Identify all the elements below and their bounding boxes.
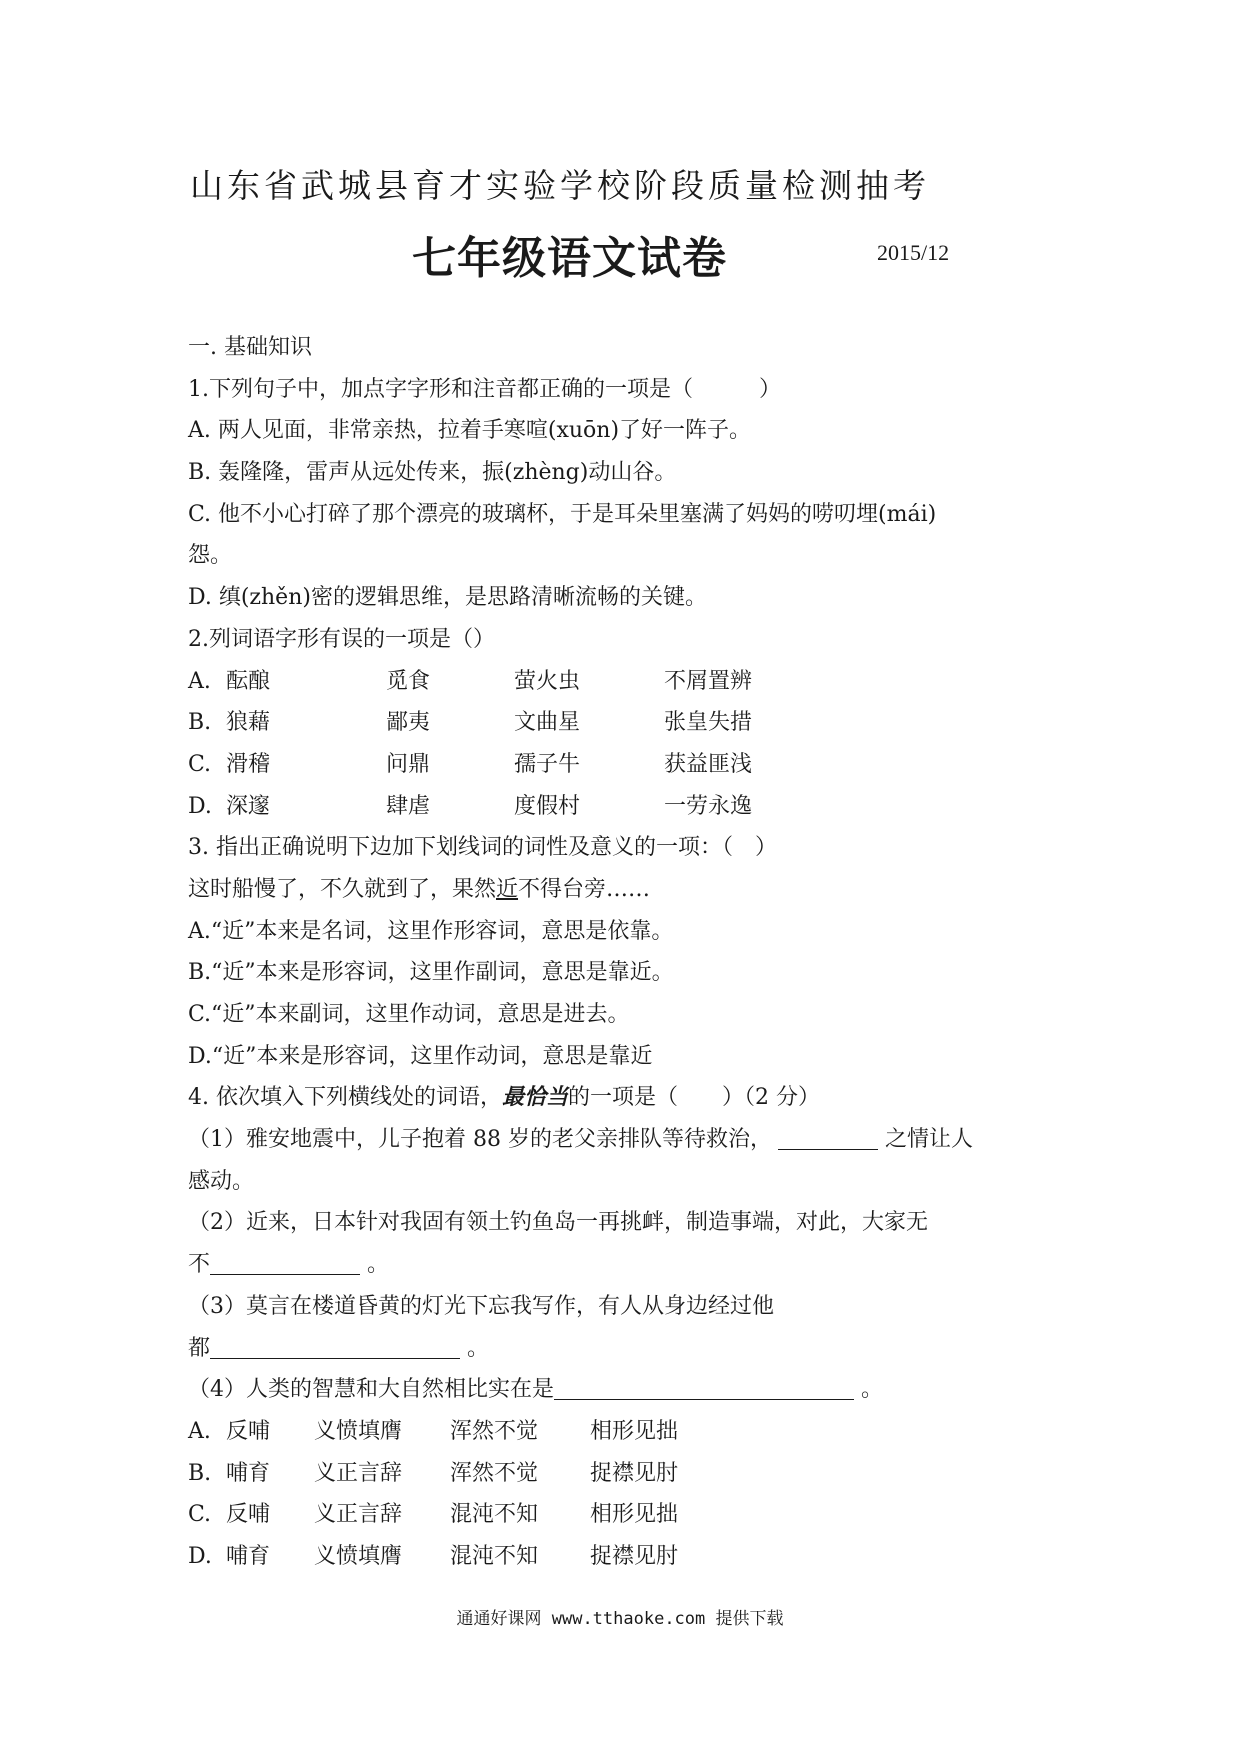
answer-blank[interactable]	[778, 1123, 878, 1150]
q2-option-row	[188, 744, 1068, 786]
q4-sentence-2-continued	[188, 1244, 1068, 1286]
q4-stem-post: 的一项是（ ）（2 分）	[568, 1085, 820, 1111]
option-word: 浑然不觉	[450, 1460, 539, 1486]
option-word: 哺育	[226, 1460, 271, 1486]
q4-sentence-3: （3）莫言在楼道昏黄的灯光下忘我写作，有人从身边经过他	[188, 1293, 774, 1319]
section-heading: 一. 基础知识	[188, 335, 312, 360]
q1-option-c: C. 他不小心打碎了那个漂亮的玻璃杯，于是耳朵里塞满了妈妈的唠叨埋(mái)	[188, 501, 937, 527]
option-word: 一劳永逸	[664, 793, 753, 819]
option-letter: D.	[188, 793, 212, 819]
q3-option-c: C.“近”本来副词，这里作动词，意思是进去。	[188, 1002, 630, 1027]
option-word: 萤火虫	[514, 668, 581, 694]
q3-underlined-word: 近	[496, 876, 519, 902]
option-word: 文曲星	[514, 710, 581, 736]
q2-stem: 2.列词语字形有误的一项是（）	[188, 626, 495, 652]
option-word: 反哺	[226, 1502, 271, 1528]
option-word: 义正言辞	[314, 1502, 403, 1528]
option-word: 捉襟见肘	[590, 1543, 679, 1569]
q4-s4-text: （4）人类的智慧和大自然相比实在是	[188, 1377, 554, 1403]
q2-option-row	[188, 702, 1068, 744]
q3-option-d: D.“近”本来是形容词，这里作动词，意思是靠近	[188, 1043, 653, 1069]
exam-date: 2015/12	[877, 240, 950, 265]
option-word: 深邃	[226, 793, 271, 819]
q3-sentence-pre: 这时船慢了，不久就到了，果然	[188, 876, 497, 902]
answer-blank[interactable]	[210, 1248, 360, 1275]
option-word: 反哺	[226, 1418, 271, 1444]
option-word: 鄙夷	[386, 710, 431, 736]
option-word: 度假村	[514, 793, 581, 819]
q3-sentence	[188, 869, 1068, 911]
q4-s2-text-end: 。	[360, 1252, 390, 1278]
option-letter: D.	[188, 1543, 212, 1569]
option-word: 孺子牛	[514, 751, 581, 777]
q4-sentence-4	[188, 1369, 1068, 1411]
q3-option-a: A.“近”本来是名词，这里作形容词，意思是依靠。	[188, 918, 674, 944]
q3-option-b: B.“近”本来是形容词，这里作副词，意思是靠近。	[188, 960, 674, 986]
q4-stem-pre: 4. 依次填入下列横线处的词语，	[188, 1085, 502, 1111]
q4-s3-text-end: 。	[460, 1335, 490, 1361]
q4-stem-emphasis: 最恰当	[501, 1084, 568, 1111]
q1-option-c-continued: 怨。	[188, 543, 233, 569]
q1-stem: 1.下列句子中，加点字字形和注音都正确的一项是（ ）	[188, 376, 781, 402]
option-letter: C.	[188, 1502, 212, 1528]
option-word: 混沌不知	[450, 1543, 539, 1569]
option-word: 不屑置辨	[664, 668, 753, 694]
q4-option-row	[188, 1411, 1068, 1453]
option-letter: B.	[188, 1460, 212, 1486]
option-word: 捉襟见肘	[590, 1460, 679, 1486]
option-word: 肆虐	[386, 793, 431, 819]
option-word: 义正言辞	[314, 1460, 403, 1486]
q4-option-row	[188, 1453, 1068, 1495]
q4-s1-text-end: 之情让人	[877, 1127, 973, 1153]
option-word: 酝酿	[226, 668, 271, 694]
page-footer: 通通好课网 www.tthaoke.com 提供下载	[456, 1609, 784, 1629]
option-letter: B.	[188, 710, 212, 736]
school-title: 山东省武城县育才实验学校阶段质量检测抽考	[190, 166, 930, 205]
q4-options	[188, 1411, 1068, 1578]
q4-option-row	[188, 1494, 1068, 1536]
option-word: 获益匪浅	[664, 751, 753, 777]
q1-option-b: B. 轰隆隆，雷声从远处传来，振(zhèng)动山谷。	[188, 460, 677, 486]
option-word: 义愤填膺	[314, 1418, 403, 1444]
option-word: 相形见拙	[590, 1418, 679, 1444]
q4-sentence-1-continued: 感动。	[188, 1168, 255, 1194]
q4-s1-text: （1）雅安地震中，儿子抱着 88 岁的老父亲排队等待救治，	[188, 1127, 772, 1153]
answer-blank[interactable]	[554, 1373, 854, 1400]
q4-stem	[188, 1077, 1068, 1119]
option-word: 狼藉	[226, 710, 271, 736]
option-word: 张皇失措	[664, 710, 753, 736]
q2-option-row	[188, 786, 1068, 828]
option-letter: A.	[188, 1418, 211, 1444]
q1-option-d: D. 缜(zhěn)密的逻辑思维，是思路清晰流畅的关键。	[188, 585, 707, 611]
q4-sentence-1	[188, 1119, 1068, 1161]
option-letter: A.	[188, 668, 211, 694]
option-word: 混沌不知	[450, 1502, 539, 1528]
q3-sentence-post: 不得台旁……	[518, 876, 651, 902]
q4-sentence-2: （2）近来，日本针对我固有领土钓鱼岛一再挑衅，制造事端，对此，大家无	[188, 1210, 928, 1236]
exam-title: 七年级语文试卷	[412, 233, 727, 284]
q4-sentence-3-continued	[188, 1328, 1068, 1370]
option-word: 滑稽	[226, 751, 271, 777]
q2-options	[188, 661, 1068, 828]
option-word: 哺育	[226, 1543, 271, 1569]
option-word: 义愤填膺	[314, 1543, 403, 1569]
option-letter: C.	[188, 751, 212, 777]
option-word: 浑然不觉	[450, 1418, 539, 1444]
q1-option-a: A. 两人见面，非常亲热，拉着手寒喧(xuōn)了好一阵子。	[188, 418, 752, 444]
q2-option-row	[188, 661, 1068, 703]
answer-blank[interactable]	[210, 1332, 460, 1359]
q4-s4-text-end: 。	[854, 1377, 883, 1403]
option-word: 相形见拙	[590, 1502, 679, 1528]
option-word: 觅食	[386, 668, 431, 694]
q4-s3-text: 都	[188, 1335, 211, 1361]
option-word: 问鼎	[386, 751, 431, 777]
q4-s2-text: 不	[188, 1252, 211, 1278]
exam-content	[188, 327, 1068, 1578]
q4-option-row	[188, 1536, 1068, 1578]
q3-stem: 3. 指出正确说明下边加下划线词的词性及意义的一项：（ ）	[188, 835, 777, 861]
